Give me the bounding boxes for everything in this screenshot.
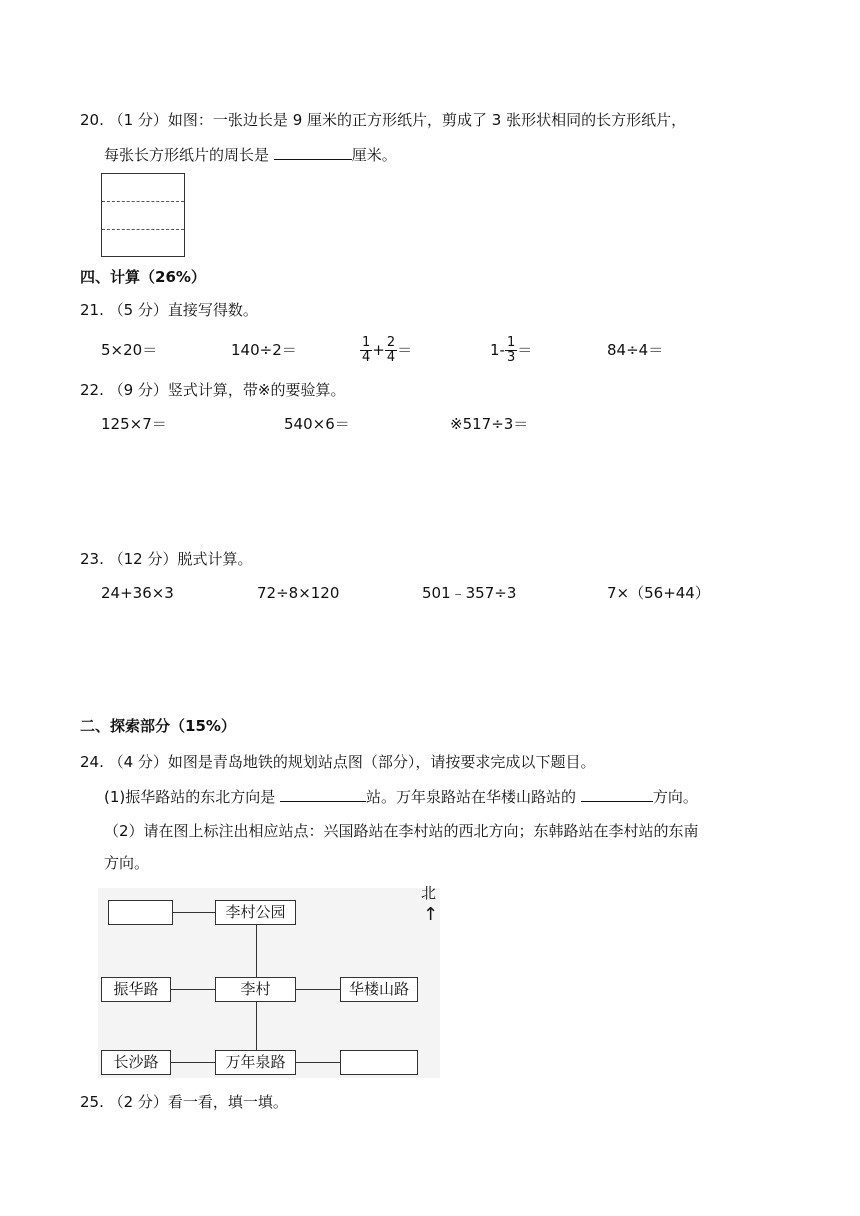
q20-line2	[104, 145, 397, 165]
station-wannianquan: 万年泉路	[215, 1050, 296, 1075]
fraction-1-4: $\frac{1}{4}$	[362, 335, 371, 365]
station-hualoushan: 华楼山路	[340, 977, 418, 1002]
cut-line-2	[102, 229, 184, 230]
fraction-1-3: $\frac{1}{3}$	[506, 335, 516, 365]
station-changsha: 长沙路	[101, 1050, 171, 1075]
q23-item-1: 24+36×3	[101, 584, 174, 602]
station-blank-northwest[interactable]	[108, 900, 173, 925]
q22-title: 22. （9 分）竖式计算，带※的要验算。	[80, 381, 346, 399]
map-line-bottom-left	[171, 1062, 215, 1063]
q25-title: 25. （2 分）看一看，填一填。	[80, 1093, 288, 1111]
square-paper-figure	[101, 173, 185, 257]
station-blank-southeast[interactable]	[340, 1050, 418, 1075]
q24-sub1-a: (1)振华路站的东北方向是	[104, 788, 281, 806]
q21-title: 21. （5 分）直接写得数。	[80, 301, 258, 319]
q21-item-a: 5×20＝	[101, 341, 158, 359]
q20-line2-text: 每张长方形纸片的周长是	[104, 146, 274, 164]
q24-blank-2[interactable]	[581, 787, 653, 802]
q22-item-1: 125×7＝	[101, 415, 167, 433]
north-label: 北	[421, 884, 437, 902]
q22-item-2: 540×6＝	[284, 415, 350, 433]
section4-title: 四、计算（26%）	[80, 268, 206, 286]
station-zhenhua: 振华路	[101, 977, 171, 1002]
q21-item-e: 84÷4＝	[607, 341, 664, 359]
q21-item-c	[360, 332, 412, 368]
north-arrow-icon: ↑	[423, 904, 439, 925]
map-line-mid-left	[171, 989, 215, 990]
plus-sign: +	[372, 341, 385, 359]
q20-answer-blank[interactable]	[274, 145, 352, 160]
subway-map	[98, 888, 440, 1078]
q21-item-b: 140÷2＝	[231, 341, 297, 359]
q21-item-d	[490, 332, 532, 368]
station-licun-park: 李村公园	[215, 900, 296, 925]
q24-sub1-b: 站。万年泉路站在华楼山路站的	[366, 788, 581, 806]
whole-minus: 1-	[490, 341, 505, 359]
map-line-mid-right	[296, 989, 340, 990]
q24-blank-1[interactable]	[280, 787, 366, 802]
q23-item-2: 72÷8×120	[257, 584, 340, 602]
q24-sub2-line1: （2）请在图上标注出相应站点：兴国路站在李村站的西北方向；东韩路站在李村站的东南	[104, 822, 699, 840]
cut-line-1	[102, 201, 184, 202]
section2-title: 二、探索部分（15%）	[80, 717, 236, 735]
q24-title: 24. （4 分）如图是青岛地铁的规划站点图（部分），请按要求完成以下题目。	[80, 753, 596, 771]
q24-sub1	[104, 787, 698, 807]
q24-sub1-c: 方向。	[652, 788, 698, 806]
fraction-2-4: $\frac{2}{4}$	[386, 335, 396, 365]
q20-line2-unit: 厘米。	[351, 146, 397, 164]
q20-line1: 20. （1 分）如图：一张边长是 9 厘米的正方形纸片，剪成了 3 张形状相同的长方形纸片，	[80, 111, 687, 129]
station-licun: 李村	[215, 977, 296, 1002]
equals-sign: ＝	[517, 341, 533, 359]
q23-item-3: 501﹣357÷3	[422, 584, 517, 602]
map-line-bottom-right	[296, 1062, 340, 1063]
map-line-top	[173, 912, 215, 913]
equals-sign: ＝	[397, 341, 413, 359]
q23-title: 23. （12 分）脱式计算。	[80, 550, 253, 568]
q22-item-3: ※517÷3＝	[450, 415, 529, 433]
q23-item-4: 7×（56+44）	[607, 584, 710, 602]
q24-sub2-line2: 方向。	[104, 854, 150, 872]
